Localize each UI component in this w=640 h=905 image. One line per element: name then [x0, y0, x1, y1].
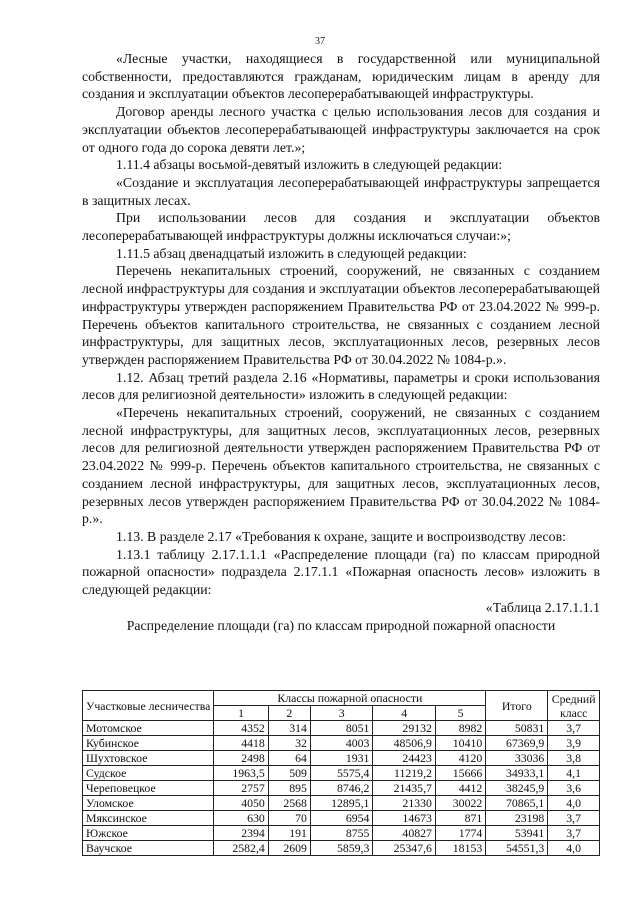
table-reference: «Таблица 2.17.1.1.1 — [485, 599, 600, 615]
table-row — [83, 781, 600, 796]
header-class-1: 1 — [214, 706, 268, 721]
table-cell-total: 70865,1 — [486, 796, 548, 811]
table-row — [83, 826, 600, 841]
paragraph: 1.13. В разделе 2.17 «Требования к охране, защите и воспроизводству лесов: — [116, 528, 566, 544]
table-cell-c2: 314 — [268, 721, 310, 736]
paragraph: Договор аренды лесного участка с целью использования лесов для создания и эксплуатации объектов лесоперерабатывающей инфраструктуры заключается на срок от одного года до сорока девяти лет.»; — [82, 104, 600, 155]
table-title: Распределение площади (га) по классам природной пожарной опасности — [126, 617, 556, 633]
table-cell-c5: 8982 — [435, 721, 485, 736]
table-cell-avg: 3,6 — [548, 781, 600, 796]
table-cell-c1: 2394 — [214, 826, 268, 841]
header-class-2: 2 — [268, 706, 310, 721]
table-cell-name: Шухтовское — [83, 751, 214, 766]
table-cell-c3: 8051 — [310, 721, 372, 736]
table-cell-total: 50831 — [486, 721, 548, 736]
table-cell-c2: 2568 — [268, 796, 310, 811]
table-cell-c1: 1963,5 — [214, 766, 268, 781]
table-cell-c4: 24423 — [373, 751, 435, 766]
table-cell-c2: 895 — [268, 781, 310, 796]
table-cell-c1: 4418 — [214, 736, 268, 751]
header-avg-class: Средний класс — [548, 691, 600, 721]
table-cell-c3: 12895,1 — [310, 796, 372, 811]
table-cell-name: Уломское — [83, 796, 214, 811]
table-cell-c1: 2582,4 — [214, 841, 268, 856]
table-cell-c2: 70 — [268, 811, 310, 826]
table-cell-total: 33036 — [486, 751, 548, 766]
table-cell-avg: 4,1 — [548, 766, 600, 781]
paragraph: «Перечень некапитальных строений, сооружений, не связанных с созданием лесной инфраструктуры, для защитных лесов, эксплуатационных лесов, резервных лесов для религиозной деятельности утвержден распоряжением Правительства РФ от 23.04.2022 № 999-р. Перечень объектов капитального строительства, не связанных с созданием лесной инфраструктуры, для защитных лесов, эксплуатационных лесов, резервных лесов утвержден распоряжением Правительства РФ от 30.04.2022 № 1084-р.». — [82, 405, 600, 527]
table-cell-avg: 3,7 — [548, 826, 600, 841]
table-cell-c2: 2609 — [268, 841, 310, 856]
table-cell-avg: 3,7 — [548, 721, 600, 736]
header-class-3: 3 — [310, 706, 372, 721]
table-cell-name: Судское — [83, 766, 214, 781]
table-row — [83, 841, 600, 856]
table-cell-avg: 3,9 — [548, 736, 600, 751]
table-cell-c5: 30022 — [435, 796, 485, 811]
table-row — [83, 751, 600, 766]
table-cell-c1: 4352 — [214, 721, 268, 736]
table-cell-total: 67369,9 — [486, 736, 548, 751]
header-class-5: 5 — [435, 706, 485, 721]
table-cell-c1: 4050 — [214, 796, 268, 811]
table-cell-name: Мяксинское — [83, 811, 214, 826]
table-cell-c2: 32 — [268, 736, 310, 751]
table-cell-avg: 4,0 — [548, 796, 600, 811]
table-cell-c4: 14673 — [373, 811, 435, 826]
table-cell-c4: 21435,7 — [373, 781, 435, 796]
table-cell-c4: 40827 — [373, 826, 435, 841]
table-cell-name: Череповецкое — [83, 781, 214, 796]
table-cell-total: 53941 — [486, 826, 548, 841]
paragraph: 1.11.4 абзацы восьмой-девятый изложить в следующей редакции: — [116, 157, 503, 173]
header-forestry: Участковые лесничества — [83, 691, 214, 721]
table-cell-c4: 48506,9 — [373, 736, 435, 751]
table-cell-c3: 5575,4 — [310, 766, 372, 781]
table-cell-name: Мотомское — [83, 721, 214, 736]
table-cell-c1: 2757 — [214, 781, 268, 796]
table-row — [83, 736, 600, 751]
table-cell-c5: 18153 — [435, 841, 485, 856]
table-cell-c4: 25347,6 — [373, 841, 435, 856]
paragraph: При использовании лесов для создания и эксплуатации объектов лесоперерабатывающей инфраструктуры должны исключаться случаи:»; — [82, 210, 600, 244]
table-cell-c5: 15666 — [435, 766, 485, 781]
table-header-row — [83, 691, 600, 706]
page-number: 37 — [315, 36, 325, 47]
header-classes-group: Классы пожарной опасности — [214, 691, 486, 706]
table-cell-c3: 8746,2 — [310, 781, 372, 796]
table-row — [83, 811, 600, 826]
table-cell-name: Южское — [83, 826, 214, 841]
table-row — [83, 766, 600, 781]
table-cell-avg: 3,7 — [548, 811, 600, 826]
fire-danger-table — [82, 690, 600, 856]
paragraph: «Создание и эксплуатация лесоперерабатывающей инфраструктуры запрещается в защитных лесах. — [82, 174, 600, 208]
table-cell-total: 23198 — [486, 811, 548, 826]
table-cell-c5: 1774 — [435, 826, 485, 841]
paragraph: «Лесные участки, находящиеся в государственной или муниципальной собственности, предоставляются гражданам, юридическим лицам в аренду для создания и эксплуатации объектов лесоперерабатывающей инфраструктуры. — [82, 51, 600, 102]
table-cell-name: Кубинское — [83, 736, 214, 751]
paragraph: 1.11.5 абзац двенадцатый изложить в следующей редакции: — [116, 245, 467, 261]
table-cell-c2: 64 — [268, 751, 310, 766]
table-cell-total: 38245,9 — [486, 781, 548, 796]
table-cell-c3: 5859,3 — [310, 841, 372, 856]
header-class-4: 4 — [373, 706, 435, 721]
table-cell-total: 34933,1 — [486, 766, 548, 781]
table-cell-c3: 1931 — [310, 751, 372, 766]
table-cell-c4: 29132 — [373, 721, 435, 736]
table-cell-name: Ваучское — [83, 841, 214, 856]
table-cell-c3: 6954 — [310, 811, 372, 826]
table-cell-c5: 4412 — [435, 781, 485, 796]
table-cell-c3: 4003 — [310, 736, 372, 751]
table-cell-c5: 4120 — [435, 751, 485, 766]
table-cell-c1: 630 — [214, 811, 268, 826]
table-cell-c2: 509 — [268, 766, 310, 781]
table-cell-avg: 4,0 — [548, 841, 600, 856]
table-cell-c4: 11219,2 — [373, 766, 435, 781]
table-row — [83, 796, 600, 811]
table-cell-c3: 8755 — [310, 826, 372, 841]
table-cell-c1: 2498 — [214, 751, 268, 766]
table-cell-total: 54551,3 — [486, 841, 548, 856]
table-cell-c2: 191 — [268, 826, 310, 841]
paragraph: 1.12. Абзац третий раздела 2.16 «Нормативы, параметры и сроки использования лесов для религиозной деятельности» изложить в следующей редакции: — [82, 369, 600, 403]
table-body — [83, 721, 600, 856]
table-row — [83, 721, 600, 736]
paragraph: Перечень некапитальных строений, сооружений, не связанных с созданием лесной инфраструктуры для создания и эксплуатации объектов лесоперерабатывающей инфраструктуры утвержден распоряжением Правительства РФ от 23.04.2022 № 999-р. Перечень объектов капитального строительства, не связанных с созданием лесной инфраструктуры, для защитных лесов, эксплуатационных лесов, резервных лесов утвержден распоряжением Правительства РФ от 30.04.2022 № 1084-р.». — [82, 263, 600, 367]
header-total: Итого — [486, 691, 548, 721]
table-cell-c5: 871 — [435, 811, 485, 826]
table-cell-c4: 21330 — [373, 796, 435, 811]
table-cell-c5: 10410 — [435, 736, 485, 751]
table-cell-avg: 3,8 — [548, 751, 600, 766]
body-text — [82, 50, 600, 634]
paragraph: 1.13.1 таблицу 2.17.1.1.1 «Распределение площади (га) по классам природной пожарной опасности» подраздела 2.17.1.1 «Пожарная опасность лесов» изложить в следующей редакции: — [82, 546, 600, 598]
